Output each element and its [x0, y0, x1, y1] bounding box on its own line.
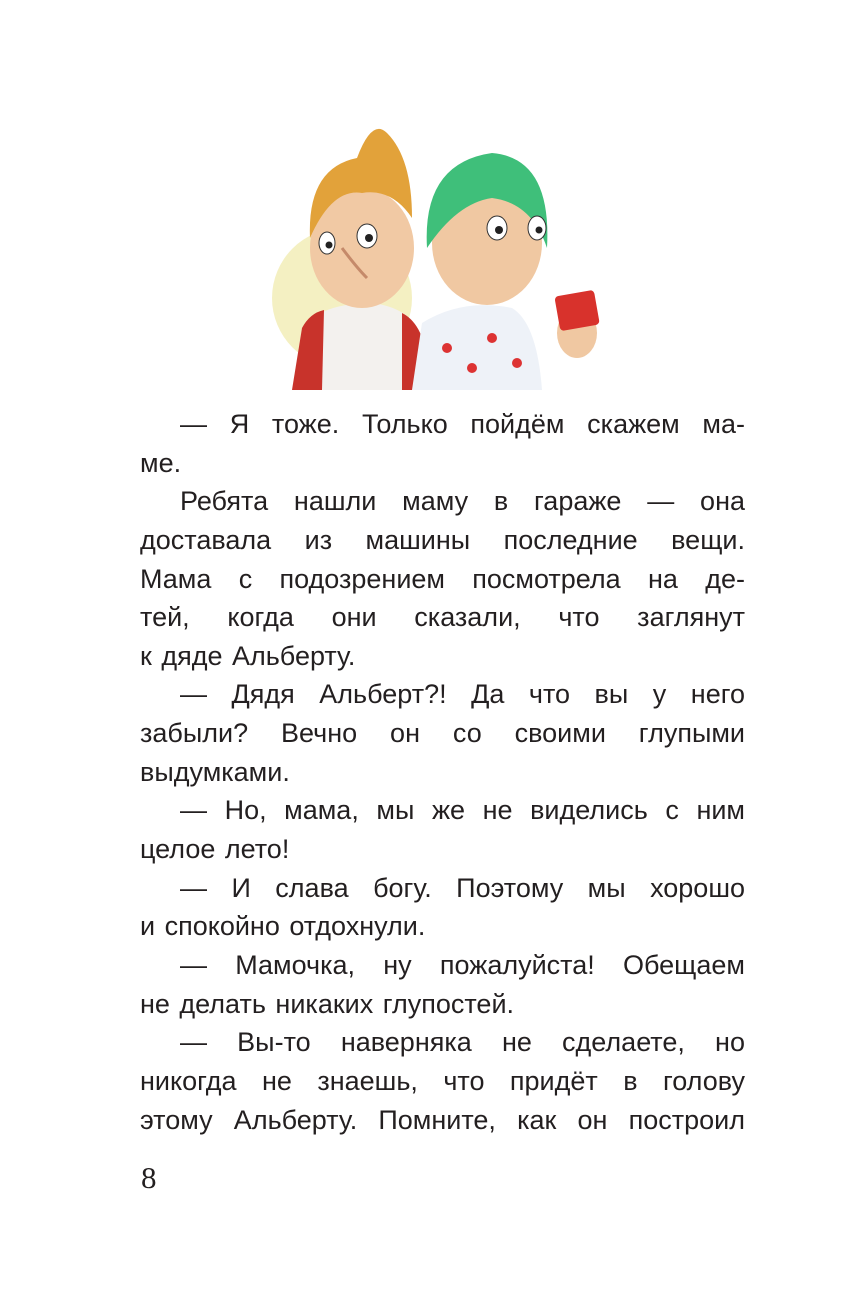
text-line: — Дядя Альберт?! Да что вы у него — [180, 679, 745, 710]
text-line: этому Альберту. Помните, как он построил — [140, 1104, 745, 1135]
text-line: ме. — [140, 447, 182, 478]
text-line: — Мамочка, ну пожалуйста! Обещаем — [180, 949, 745, 980]
body-text — [140, 405, 745, 1139]
text-line: — И слава богу. Поэтому мы хорошо — [180, 872, 745, 903]
text-line: не делать никаких глупостей. — [140, 988, 515, 1019]
illustration-two-children — [262, 98, 622, 390]
text-line: выдумками. — [140, 756, 290, 787]
text-line: — Вы-то наверняка не сделаете, но — [180, 1027, 745, 1058]
text-line: тей, когда они сказали, что заглянут — [140, 602, 745, 633]
text-line: Мама с подозрением посмотрела на де- — [140, 563, 745, 594]
text-line: к дяде Альберту. — [140, 640, 356, 671]
text-line: Ребята нашли маму в гараже — она — [180, 486, 745, 517]
page-number: 8 — [141, 1160, 157, 1195]
text-line: — Я тоже. Только пойдём скажем ма- — [180, 409, 745, 439]
text-line: целое лето! — [140, 834, 290, 865]
text-line: никогда не знаешь, что придёт в голову — [140, 1065, 745, 1096]
text-line: — Но, мама, мы же не виделись с ним — [180, 795, 745, 826]
text-line: забыли? Вечно он со своими глупыми — [140, 718, 745, 749]
text-line: и спокойно отдохнули. — [140, 911, 426, 942]
text-line: доставала из машины последние вещи. — [140, 524, 745, 555]
